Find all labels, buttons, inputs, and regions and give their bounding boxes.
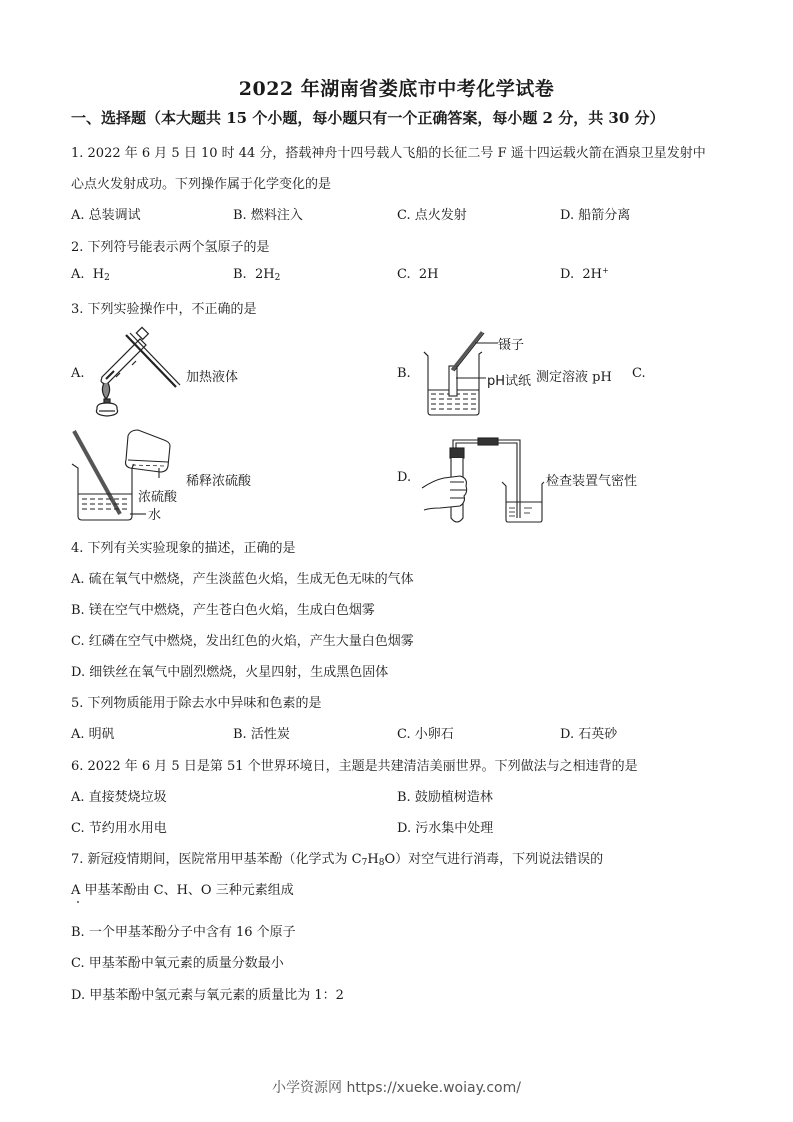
question-1-stem-line1: 1. 2022 年 6 月 5 日 10 时 44 分，搭载神舟十四号载人飞船的长征二号 F 遥十四运载火箭在酒泉卫星发射中: [71, 146, 706, 161]
dilute-sulfuric-acid-diagram: [68, 428, 188, 523]
stray-dot: [77, 901, 79, 903]
question-5-option-c: C. 小卵石: [397, 727, 454, 742]
stem-text: O）对空气进行消毒，下列说法错误的: [384, 852, 604, 867]
question-2-option-d: [560, 267, 609, 282]
question-3-option-c-label: C.: [632, 366, 646, 381]
formula-subscript: 7: [361, 858, 368, 868]
formula-superscript: +: [601, 266, 609, 275]
option-label: A.: [71, 267, 85, 282]
question-1-stem-line2: 心点火发射成功。下列操作属于化学变化的是: [71, 177, 332, 192]
option-label: C.: [397, 267, 411, 282]
formula-element: H: [367, 852, 379, 867]
question-6-option-a: A. 直接焚烧垃圾: [71, 790, 167, 805]
question-1-option-b: B. 燃料注入: [233, 208, 303, 223]
question-3-option-d-label: D.: [397, 470, 412, 485]
formula: H: [92, 267, 105, 282]
question-3-stem: 3. 下列实验操作中，不正确的是: [71, 302, 257, 317]
section-header: 一、选择题（本大题共 15 个小题，每小题只有一个正确答案，每小题 2 分，共 30 分）: [71, 109, 665, 127]
question-2-option-c: [397, 267, 439, 282]
question-6-option-d: D. 污水集中处理: [397, 821, 494, 836]
question-5-stem: 5. 下列物质能用于除去水中异味和色素的是: [71, 696, 322, 711]
question-4-option-b: B. 镁在空气中燃烧，产生苍白色火焰，生成白色烟雾: [71, 603, 375, 618]
question-1-option-a: A. 总装调试: [71, 208, 141, 223]
question-3-option-a-label: A.: [71, 366, 85, 381]
tweezers-label: 镊子: [498, 338, 525, 353]
stem-text: 7. 新冠疫情期间，医院常用甲基苯酚（化学式为 C: [71, 852, 362, 867]
question-7-option-a: A 甲基苯酚由 C、H、O 三种元素组成: [71, 883, 294, 898]
option-label: B.: [233, 267, 247, 282]
question-5-option-d: D. 石英砂: [560, 727, 618, 742]
question-5-option-a: A. 明矾: [71, 727, 115, 742]
formula: 2H: [254, 267, 275, 282]
question-1-option-c: C. 点火发射: [397, 208, 467, 223]
option-label: D.: [560, 267, 575, 282]
question-4-option-d: D. 细铁丝在氧气中剧烈燃烧，火星四射，生成黑色固体: [71, 665, 389, 680]
question-7-option-b: B. 一个甲基苯酚分子中含有 16 个原子: [71, 925, 296, 940]
question-3-option-b-label: B.: [397, 366, 411, 381]
airtightness-diagram: [420, 430, 550, 525]
question-3-option-a-caption: 加热液体: [186, 370, 239, 385]
question-1-option-d: D. 船箭分离: [560, 208, 631, 223]
question-7-option-c: C. 甲基苯酚中氧元素的质量分数最小: [71, 956, 284, 971]
question-4-stem: 4. 下列有关实验现象的描述，正确的是: [71, 541, 296, 556]
question-4-option-c: C. 红磷在空气中燃烧，发出红色的火焰，产生大量白色烟雾: [71, 634, 414, 649]
question-2-stem: 2. 下列符号能表示两个氢原子的是: [71, 240, 270, 255]
question-6-option-b: B. 鼓励植树造林: [397, 790, 493, 805]
ph-paper-label: pH试纸: [487, 374, 532, 389]
formula-subscript: 2: [104, 273, 110, 283]
question-2-option-b: [233, 267, 280, 282]
formula: 2H: [418, 267, 439, 282]
formula-subscript: 2: [274, 273, 281, 283]
page-title: 2022 年湖南省娄底市中考化学试卷: [238, 78, 555, 100]
footer-watermark: 小学资源网 https://xueke.woiay.com/: [272, 1080, 521, 1096]
question-6-stem: 6. 2022 年 6 月 5 日是第 51 个世界环境日，主题是共建清洁美丽世界。下列做法与之相违背的是: [71, 759, 638, 774]
question-2-option-a: [71, 267, 110, 282]
question-4-option-a: A. 硫在氧气中燃烧，产生淡蓝色火焰，生成无色无味的气体: [71, 572, 414, 587]
water-label: 水: [148, 508, 162, 523]
question-7-stem: [71, 848, 603, 867]
formula-subscript: 8: [378, 858, 385, 868]
conc-sulfuric-acid-label: 浓硫酸: [138, 490, 178, 505]
question-5-option-b: B. 活性炭: [233, 727, 290, 742]
question-3-option-d-caption: 检查装置气密性: [546, 474, 638, 489]
formula: 2H: [582, 267, 602, 282]
heating-liquid-diagram: [92, 325, 187, 417]
question-7-option-d: D. 甲基苯酚中氢元素与氧元素的质量比为 1：2: [71, 988, 344, 1003]
question-3-option-b-caption: 测定溶液 pH: [536, 370, 612, 385]
question-3-option-c-caption: 稀释浓硫酸: [186, 474, 252, 489]
question-6-option-c: C. 节约用水用电: [71, 821, 167, 836]
